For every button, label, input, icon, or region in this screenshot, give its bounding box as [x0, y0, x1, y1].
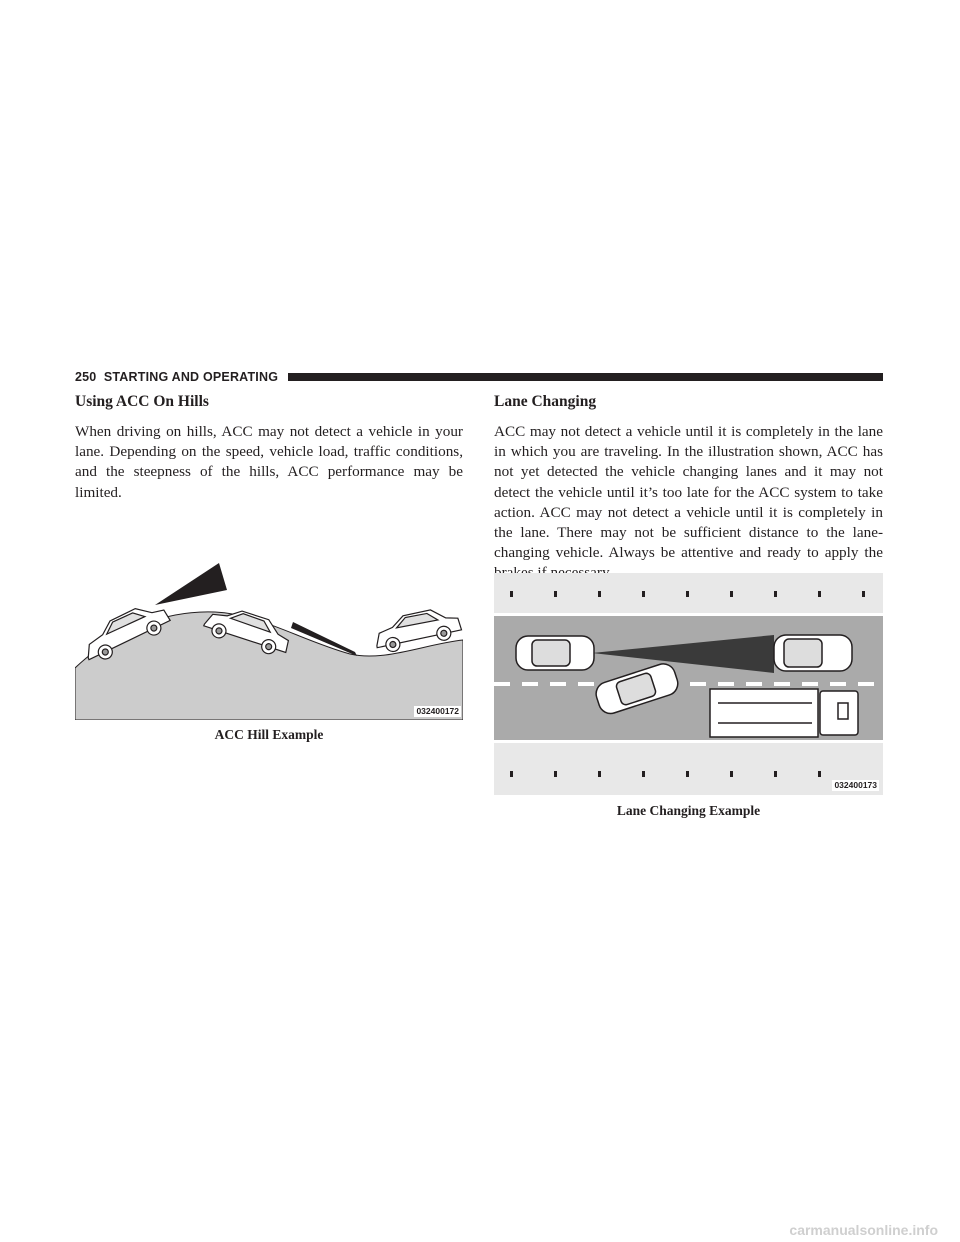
figure-code: 032400173 [834, 780, 877, 790]
page-number: 250 [75, 370, 97, 384]
hill-drawing [75, 560, 463, 720]
section-title: STARTING AND OPERATING [103, 370, 279, 384]
figure-code: 032400172 [416, 706, 459, 716]
hill-illustration [75, 560, 463, 720]
hills-heading: Using ACC On Hills [75, 393, 209, 410]
hill-caption: ACC Hill Example [214, 727, 324, 742]
lane-paragraph: ACC may not detect a vehicle until it is completely in the lane in which you are traveling. In the illustration shown, ACC has not yet detected the vehicle changing lanes and it may not detect the vehicle until it’s too late for the ACC system to take action. ACC may not detect a vehicle until it is completely in the lane. There may not be sufficient distance to the lane-changing vehicle. Always be attentive and ready to apply the [494, 423, 883, 562]
lane-drawing [494, 573, 883, 795]
lane-illustration [494, 573, 883, 795]
lane-heading: Lane Changing [494, 393, 597, 410]
hills-paragraph: When driving on hills, ACC may not detect a vehicle in your lane. Depending on the speed, vehicle load, traffic conditions, and the steepness of the hills, ACC performance may be limited. [75, 423, 463, 501]
page-header [75, 369, 883, 385]
right-column [494, 392, 883, 584]
page-number-section [75, 369, 278, 385]
header-rule [288, 373, 883, 381]
watermark: carmanualsonline.info [789, 1222, 938, 1238]
left-column [75, 392, 463, 503]
lane-caption: Lane Changing Example [616, 803, 761, 818]
